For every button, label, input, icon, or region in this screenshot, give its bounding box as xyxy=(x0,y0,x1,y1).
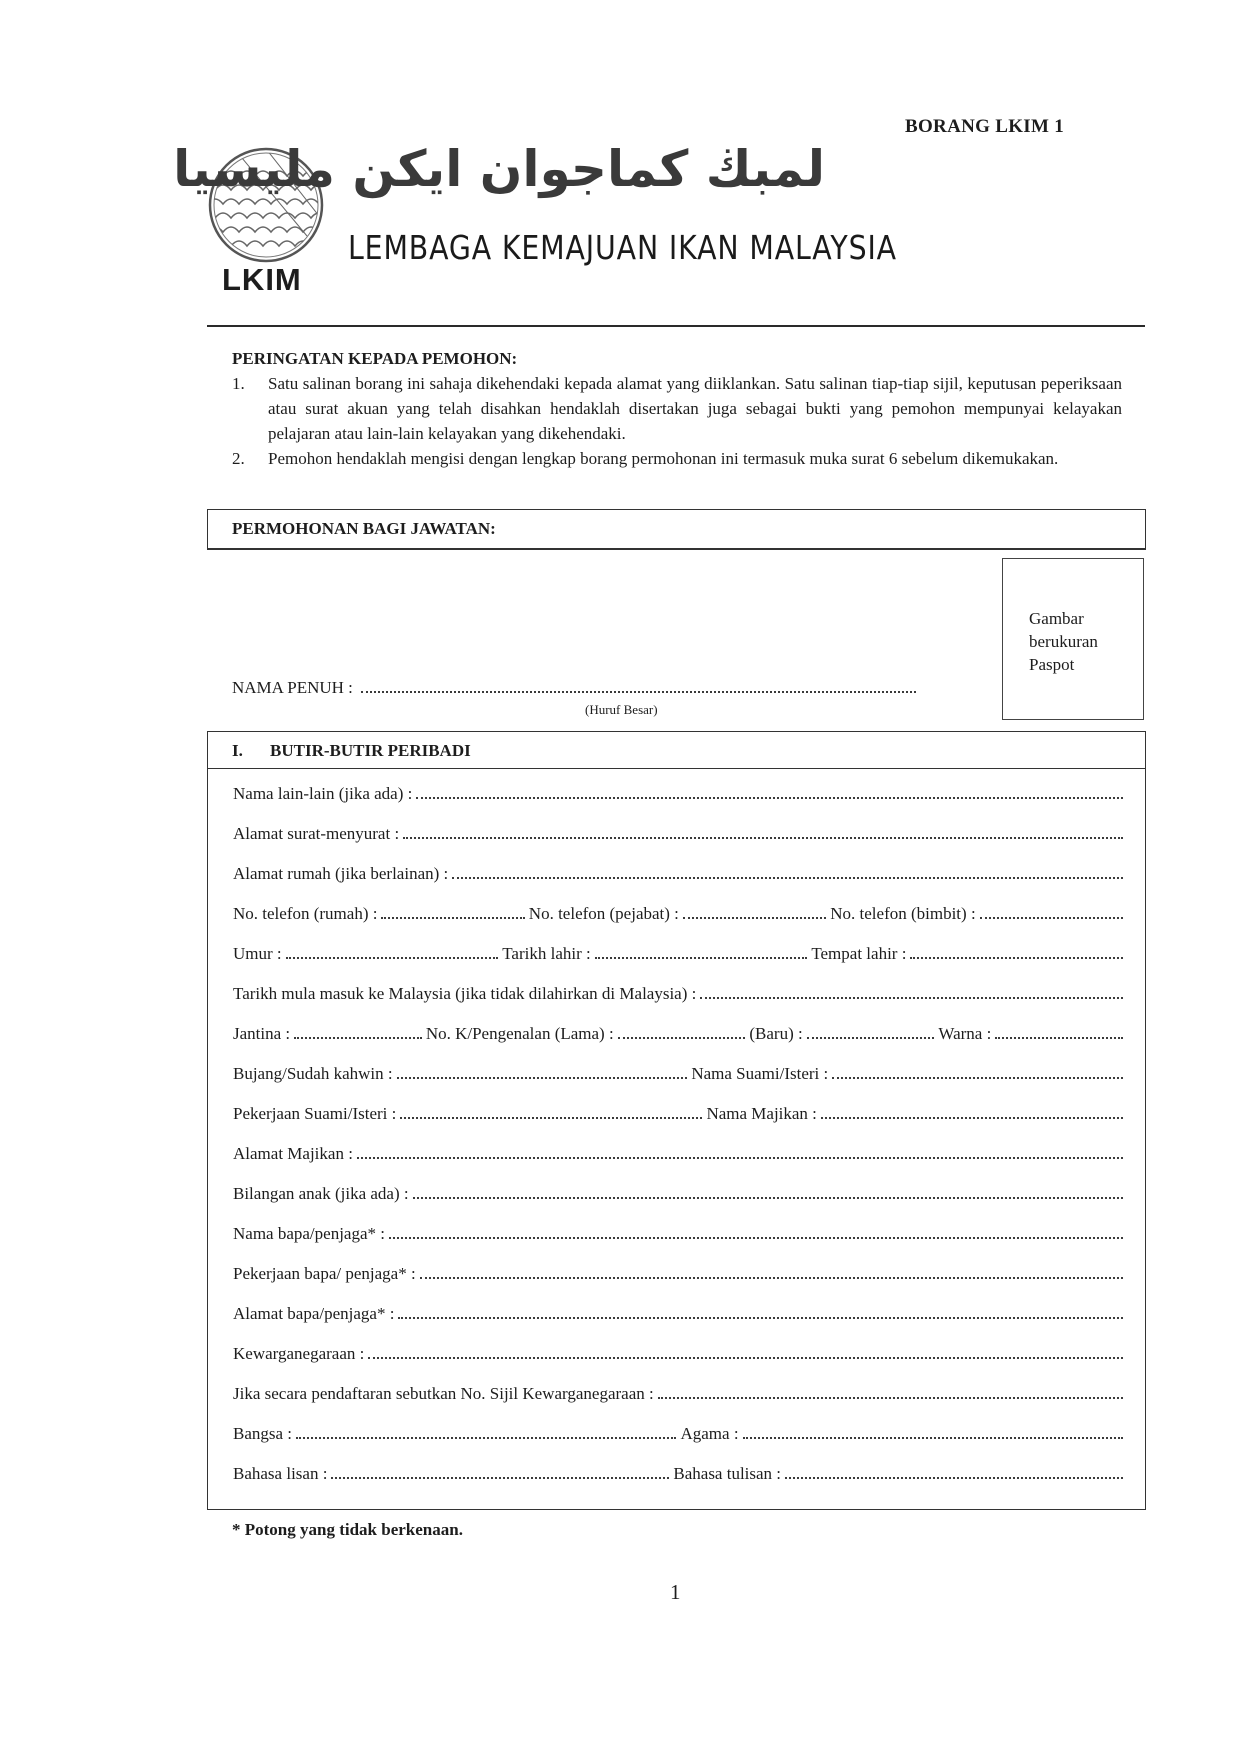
field-label: Jantina : xyxy=(233,1024,291,1043)
notice-item-number: 2. xyxy=(232,449,245,468)
field-input-dots[interactable] xyxy=(995,1037,1123,1039)
page-number: 1 xyxy=(670,1580,681,1604)
field-input-dots[interactable] xyxy=(357,1157,1123,1159)
section-title: BUTIR-BUTIR PERIBADI xyxy=(270,741,471,760)
footnote: * Potong yang tidak berkenaan. xyxy=(232,1520,463,1539)
org-name-jawi: لمبڬ کماجوان ايکن مليسيا xyxy=(173,140,825,198)
form-row xyxy=(233,1180,1123,1204)
field-input-dots[interactable] xyxy=(296,1437,676,1439)
field-input-dots[interactable] xyxy=(683,917,826,919)
field-input-dots[interactable] xyxy=(397,1077,688,1079)
notice-item-text: Satu salinan borang ini sahaja dikehendaki kepada alamat yang diiklankan. Satu salinan tiap-tiap sijil, keputusan peperiksaan atau surat akuan yang telah disahkan hendaklah disertakan juga sebagai bukti yang pemohon mempunyai kelayakan pelajaran atau lain-lain kelayakan yang dikehendaki. xyxy=(268,374,1122,443)
field-label: Alamat Majikan : xyxy=(233,1144,353,1163)
photo-text-line: berukuran xyxy=(1029,632,1098,651)
field-label: Tarikh mula masuk ke Malaysia (jika tidak dilahirkan di Malaysia) : xyxy=(233,984,697,1003)
field-label: Tempat lahir : xyxy=(811,944,907,963)
form-code: BORANG LKIM 1 xyxy=(905,116,1065,137)
field-label: Nama Suami/Isteri : xyxy=(691,1064,829,1083)
field-label: Tarikh lahir : xyxy=(502,944,591,963)
field-input-dots[interactable] xyxy=(785,1477,1123,1479)
field-input-dots[interactable] xyxy=(910,957,1123,959)
position-applied-label: PERMOHONAN BAGI JAWATAN: xyxy=(232,519,496,538)
field-input-dots[interactable] xyxy=(413,1197,1123,1199)
field-label: (Baru) : xyxy=(749,1024,803,1043)
position-box-underline xyxy=(207,548,1146,550)
photo-text-line: Paspot xyxy=(1029,655,1075,674)
form-row xyxy=(233,1460,1123,1484)
form-row xyxy=(233,1220,1123,1244)
field-input-dots[interactable] xyxy=(416,797,1123,799)
field-label: Nama lain-lain (jika ada) : xyxy=(233,784,413,803)
field-input-dots[interactable] xyxy=(389,1237,1123,1239)
field-label: Nama Majikan : xyxy=(706,1104,817,1123)
field-label: Kewarganegaraan : xyxy=(233,1344,365,1363)
field-input-dots[interactable] xyxy=(807,1037,935,1039)
notice-item xyxy=(232,371,1122,446)
field-label: No. telefon (bimbit) : xyxy=(830,904,976,923)
field-label: Warna : xyxy=(938,1024,992,1043)
form-row xyxy=(233,1020,1123,1044)
form-row xyxy=(233,1060,1123,1084)
position-applied-box[interactable] xyxy=(207,509,1146,550)
notice-title: PERINGATAN KEPADA PEMOHON: xyxy=(232,349,518,368)
section-number: I. xyxy=(232,741,243,760)
form-row xyxy=(233,1380,1123,1404)
form-row xyxy=(233,1100,1123,1124)
form-row xyxy=(233,900,1123,924)
field-input-dots[interactable] xyxy=(452,877,1123,879)
field-label: Alamat surat-menyurat : xyxy=(233,824,400,843)
full-name-dots[interactable] xyxy=(361,690,916,693)
org-name: LEMBAGA KEMAJUAN IKAN MALAYSIA xyxy=(348,228,897,267)
logo-abbreviation: LKIM xyxy=(222,262,302,297)
form-row xyxy=(233,780,1123,804)
field-input-dots[interactable] xyxy=(381,917,524,919)
field-input-dots[interactable] xyxy=(658,1397,1123,1399)
form-row xyxy=(233,1300,1123,1324)
notice-item-number: 1. xyxy=(232,374,245,393)
field-input-dots[interactable] xyxy=(400,1117,702,1119)
notice-item-text: Pemohon hendaklah mengisi dengan lengkap borang permohonan ini termasuk muka surat 6 sebelum dikemukakan. xyxy=(268,449,1059,468)
full-name-field[interactable] xyxy=(232,678,916,698)
form-row xyxy=(233,1420,1123,1444)
field-label: Alamat bapa/penjaga* : xyxy=(233,1304,395,1323)
field-input-dots[interactable] xyxy=(403,837,1123,839)
personal-details-section xyxy=(207,731,1146,1510)
field-label: Bilangan anak (jika ada) : xyxy=(233,1184,409,1203)
form-row xyxy=(233,820,1123,844)
form-row xyxy=(233,1340,1123,1364)
field-label: Agama : xyxy=(680,1424,739,1443)
field-label: Bangsa : xyxy=(233,1424,293,1443)
field-label: Umur : xyxy=(233,944,282,963)
field-label: Bahasa lisan : xyxy=(233,1464,328,1483)
field-label: Pekerjaan Suami/Isteri : xyxy=(233,1104,397,1123)
field-input-dots[interactable] xyxy=(821,1117,1123,1119)
field-input-dots[interactable] xyxy=(618,1037,746,1039)
field-label: Bujang/Sudah kahwin : xyxy=(233,1064,393,1083)
field-input-dots[interactable] xyxy=(331,1477,669,1479)
field-input-dots[interactable] xyxy=(286,957,499,959)
field-label: Bahasa tulisan : xyxy=(673,1464,782,1483)
field-label: Pekerjaan bapa/ penjaga* : xyxy=(233,1264,416,1283)
field-label: Nama bapa/penjaga* : xyxy=(233,1224,385,1243)
field-input-dots[interactable] xyxy=(368,1357,1123,1359)
field-input-dots[interactable] xyxy=(294,1037,422,1039)
full-name-label: NAMA PENUH : xyxy=(232,678,353,697)
field-input-dots[interactable] xyxy=(595,957,808,959)
section-header xyxy=(208,732,1145,769)
form-row xyxy=(233,1140,1123,1164)
form-row xyxy=(233,980,1123,1004)
applicant-notice xyxy=(232,346,1122,471)
field-input-dots[interactable] xyxy=(832,1077,1123,1079)
form-row xyxy=(233,1260,1123,1284)
field-input-dots[interactable] xyxy=(420,1277,1123,1279)
photo-text-line: Gambar xyxy=(1029,609,1084,628)
notice-item xyxy=(232,446,1122,471)
field-label: No. telefon (pejabat) : xyxy=(528,904,679,923)
field-label: Jika secara pendaftaran sebutkan No. Sijil Kewarganegaraan : xyxy=(233,1384,654,1403)
form-row xyxy=(233,940,1123,964)
header-divider xyxy=(207,325,1145,327)
full-name-hint: (Huruf Besar) xyxy=(585,702,658,717)
field-input-dots[interactable] xyxy=(743,1437,1123,1439)
field-input-dots[interactable] xyxy=(700,997,1123,999)
notice-list xyxy=(232,371,1122,471)
field-input-dots[interactable] xyxy=(398,1317,1123,1319)
field-label: Alamat rumah (jika berlainan) : xyxy=(233,864,449,883)
field-label: No. K/Pengenalan (Lama) : xyxy=(425,1024,614,1043)
form-row xyxy=(233,860,1123,884)
photo-instruction xyxy=(1029,607,1098,676)
field-input-dots[interactable] xyxy=(980,917,1123,919)
passport-photo-box[interactable] xyxy=(1002,558,1144,720)
field-label: No. telefon (rumah) : xyxy=(233,904,378,923)
